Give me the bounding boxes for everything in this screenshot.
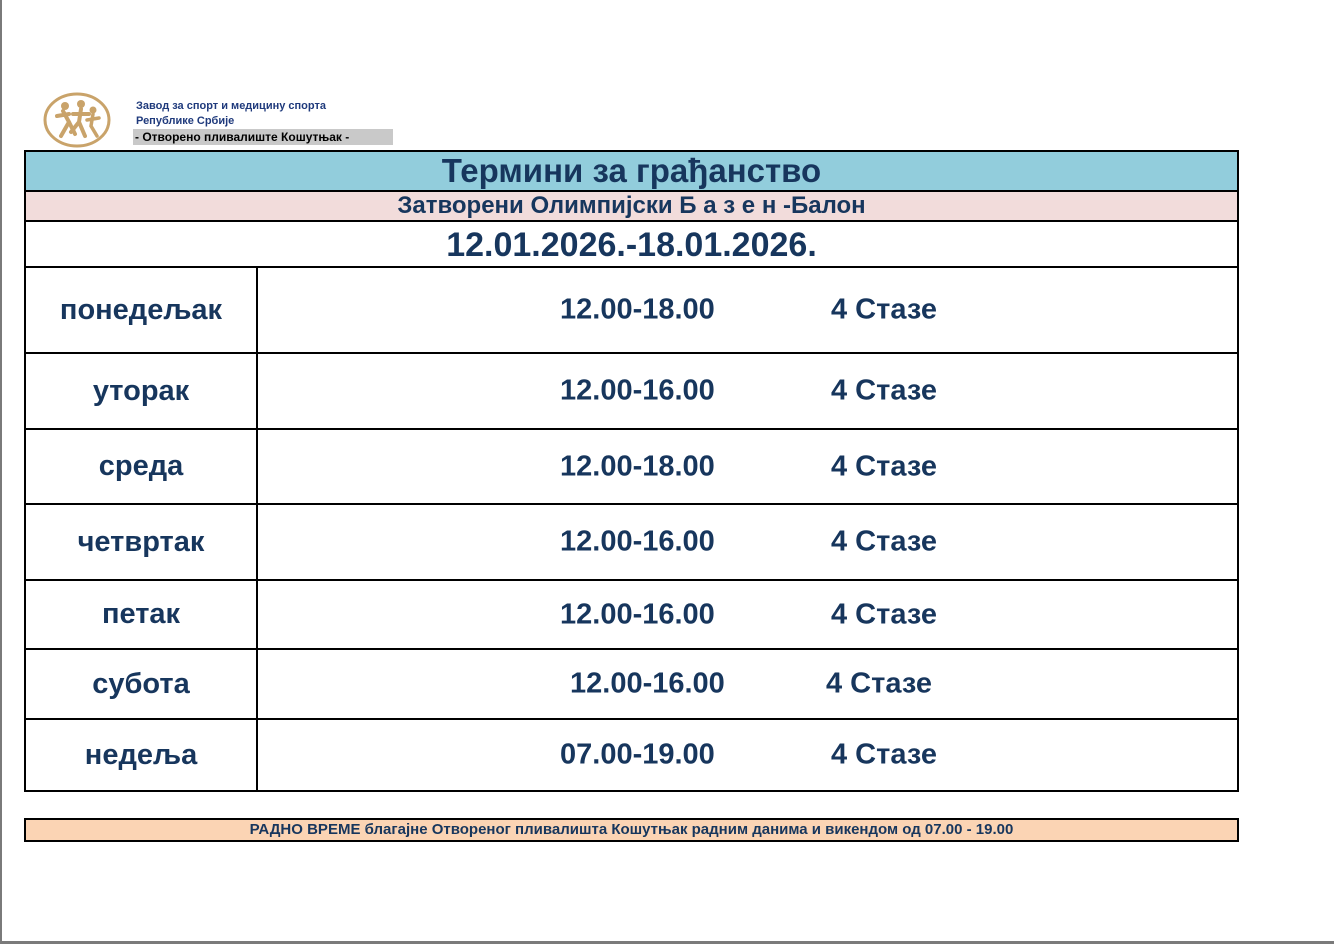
lanes-count: 4 Стазе: [831, 450, 937, 482]
schedule-table: [24, 150, 1239, 792]
institute-logo-icon: [43, 92, 111, 148]
day-label: уторак: [26, 354, 258, 428]
lanes-count: 4 Стазе: [831, 525, 937, 558]
table-row: [26, 650, 1237, 720]
day-label: четвртак: [26, 505, 258, 579]
table-row: [26, 720, 1237, 790]
schedule-title: Термини за грађанство: [26, 152, 1237, 192]
venue-name: Затворени Олимпијски Б а з е н -Балон: [26, 192, 1237, 222]
lanes-count: 4 Стазе: [826, 667, 932, 700]
day-label: петак: [26, 581, 258, 648]
lanes-count: 4 Стазе: [831, 374, 937, 407]
date-range: 12.01.2026.-18.01.2026.: [26, 222, 1237, 268]
day-label: недеља: [26, 720, 258, 790]
org-name-line2: Републике Србије: [136, 115, 235, 127]
pool-name-label: - Отворено пливалиште Кошутњак -: [133, 129, 393, 145]
table-row: [26, 354, 1237, 430]
table-row: [26, 268, 1237, 354]
lanes-count: 4 Стазе: [831, 293, 937, 326]
time-slot: 07.00-19.00: [560, 738, 715, 771]
table-row: [26, 430, 1237, 505]
table-row: [26, 505, 1237, 581]
cashier-hours-note: РАДНО ВРЕМЕ благајне Отвореног пливалишта Кошутњак радним данима и викендом од 07.00 - 19.00: [24, 818, 1239, 842]
time-slot: 12.00-16.00: [560, 598, 715, 630]
time-slot: 12.00-18.00: [560, 293, 715, 326]
org-name-line1: Завод за спорт и медицину спорта: [136, 100, 326, 112]
time-slot: 12.00-16.00: [560, 525, 715, 558]
day-label: среда: [26, 430, 258, 503]
lanes-count: 4 Стазе: [831, 738, 937, 771]
table-row: [26, 581, 1237, 650]
day-label: понедељак: [26, 268, 258, 352]
time-slot: 12.00-18.00: [560, 450, 715, 482]
time-slot: 12.00-16.00: [560, 374, 715, 407]
lanes-count: 4 Стазе: [831, 598, 937, 630]
day-label: субота: [26, 650, 258, 718]
page-border-left: [0, 0, 2, 944]
time-slot: 12.00-16.00: [570, 667, 725, 700]
